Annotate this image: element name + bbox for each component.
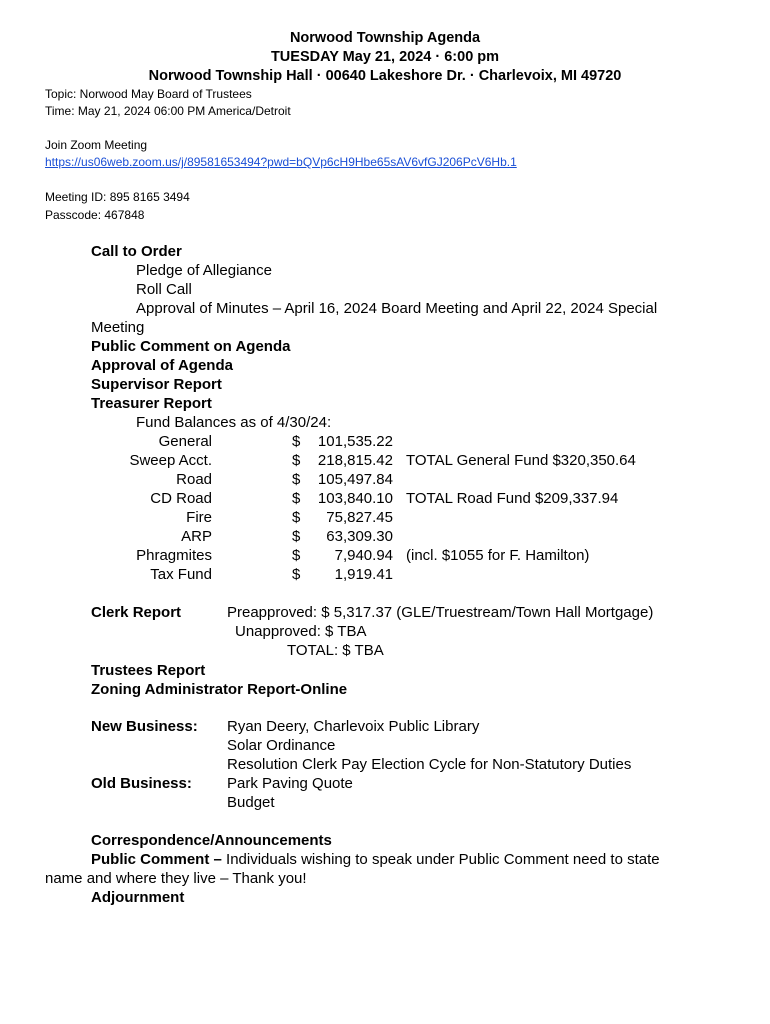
fund-dollar-sign: $ <box>292 528 301 545</box>
clerk-unapproved: Unapproved: $ TBA <box>235 623 367 640</box>
fund-name: CD Road <box>150 490 212 507</box>
clerk-report: Clerk Report <box>91 604 182 621</box>
zoom-topic: Topic: Norwood May Board of Trustees <box>45 87 252 101</box>
new-business-item: Resolution Clerk Pay Election Cycle for Non-Statutory Duties <box>227 756 632 773</box>
zoom-passcode: Passcode: 467848 <box>45 208 145 222</box>
fund-dollar-sign: $ <box>292 452 301 469</box>
pledge-item: Pledge of Allegiance <box>136 262 272 279</box>
zoom-time: Time: May 21, 2024 06:00 PM America/Detroit <box>45 104 291 118</box>
minutes-item-continued: Meeting <box>91 319 145 336</box>
fund-name: Phragmites <box>136 547 212 564</box>
fund-amount: 7,940.94 <box>334 547 393 564</box>
fund-name: General <box>158 433 212 450</box>
zoom-join-label: Join Zoom Meeting <box>45 138 148 152</box>
fund-dollar-sign: $ <box>292 490 301 507</box>
fund-note: TOTAL Road Fund $209,337.94 <box>406 490 619 507</box>
fund-note: TOTAL General Fund $320,350.64 <box>406 452 636 469</box>
meeting-location: Norwood Township Hall · 00640 Lakeshore Dr. · Charlevoix, MI 49720 <box>148 68 622 84</box>
old-business-label: Old Business: <box>91 775 192 792</box>
meeting-date: TUESDAY May 21, 2024 · 6:00 pm <box>270 49 500 65</box>
new-business-item: Ryan Deery, Charlevoix Public Library <box>227 718 480 735</box>
fund-dollar-sign: $ <box>292 547 301 564</box>
public-comment-text: Individuals wishing to speak under Public Comment need to state <box>221 851 660 868</box>
fund-name: Tax Fund <box>150 566 212 583</box>
minutes-item: Approval of Minutes – April 16, 2024 Board Meeting and April 22, 2024 Special <box>136 300 658 317</box>
fund-amount: 63,309.30 <box>326 528 393 545</box>
fund-amount: 101,535.22 <box>317 433 393 450</box>
trustees-report: Trustees Report <box>91 662 206 679</box>
call-to-order: Call to Order <box>91 243 182 260</box>
approval-of-agenda: Approval of Agenda <box>91 357 233 374</box>
old-business-item: Budget <box>227 794 275 811</box>
public-comment-text-continued: name and where they live – Thank you! <box>45 870 307 887</box>
fund-dollar-sign: $ <box>292 471 301 488</box>
fund-amount: 218,815.42 <box>317 452 393 469</box>
clerk-preapproved: Preapproved: $ 5,317.37 (GLE/Truestream/Town Hall Mortgage) <box>227 604 654 621</box>
fund-name: ARP <box>181 528 212 545</box>
new-business-item: Solar Ordinance <box>227 737 336 754</box>
public-comment-agenda: Public Comment on Agenda <box>91 338 291 355</box>
fund-amount: 103,840.10 <box>317 490 393 507</box>
fund-dollar-sign: $ <box>292 433 301 450</box>
zoning-report: Zoning Administrator Report-Online <box>91 681 348 698</box>
fund-amount: 1,919.41 <box>334 566 393 583</box>
agenda-title: Norwood Township Agenda <box>289 30 481 46</box>
adjournment: Adjournment <box>91 889 185 906</box>
zoom-link[interactable]: https://us06web.zoom.us/j/89581653494?pwd=bQVp6cH9Hbe65sAV6vfGJ206PcV6Hb.1 <box>45 155 517 169</box>
clerk-total: TOTAL: $ TBA <box>287 642 384 659</box>
zoom-meeting-id: Meeting ID: 895 8165 3494 <box>45 190 190 204</box>
fund-balances-heading: Fund Balances as of 4/30/24: <box>136 414 332 431</box>
public-comment-label: Public Comment – <box>91 851 222 868</box>
fund-dollar-sign: $ <box>292 509 301 526</box>
old-business-item: Park Paving Quote <box>227 775 353 792</box>
public-comment-line <box>91 851 660 868</box>
fund-note: (incl. $1055 for F. Hamilton) <box>406 547 590 564</box>
fund-name: Road <box>176 471 212 488</box>
fund-amount: 75,827.45 <box>326 509 393 526</box>
fund-name: Sweep Acct. <box>129 452 212 469</box>
roll-call-item: Roll Call <box>136 281 192 298</box>
treasurer-report: Treasurer Report <box>91 395 212 412</box>
correspondence: Correspondence/Announcements <box>91 832 332 849</box>
fund-amount: 105,497.84 <box>317 471 393 488</box>
fund-name: Fire <box>186 509 212 526</box>
supervisor-report: Supervisor Report <box>91 376 222 393</box>
new-business-label: New Business: <box>91 718 198 735</box>
fund-dollar-sign: $ <box>292 566 301 583</box>
